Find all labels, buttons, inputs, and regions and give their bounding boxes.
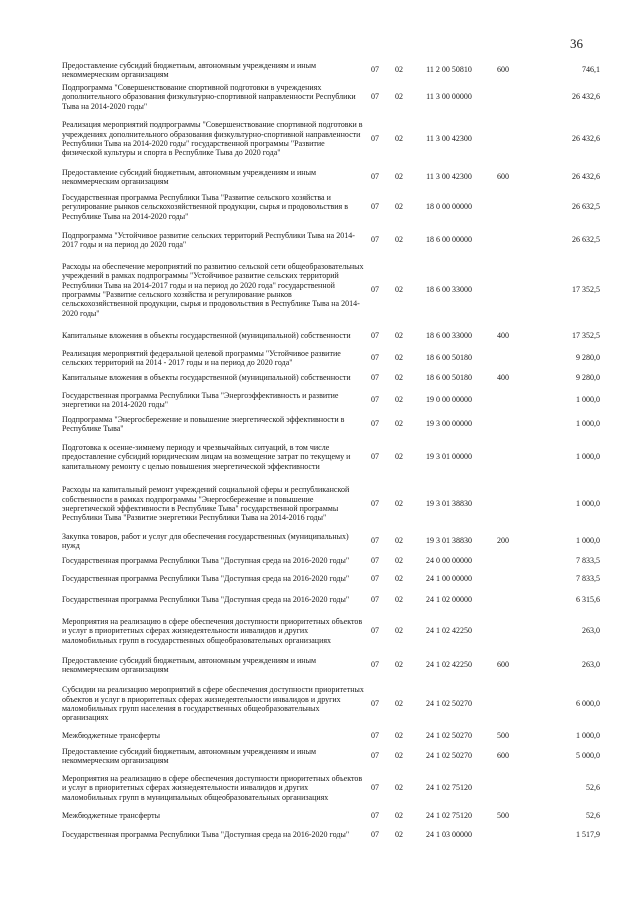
subsection-code: 02 <box>395 452 403 462</box>
section-code: 07 <box>371 92 379 102</box>
table-row <box>62 324 600 348</box>
expense-type-code <box>486 412 520 436</box>
expense-type-code <box>486 768 520 808</box>
section-code: 07 <box>371 353 379 363</box>
row-description: Государственная программа Республики Тыва "Доступная среда на 2016-2020 годы" <box>62 556 350 566</box>
section-code: 07 <box>371 285 379 295</box>
row-description: Мероприятия на реализацию в сфере обеспечения доступности приоритетных объектов и услуг в приоритетных сферах жизнедеятельности инвалидов и других маломобильных групп в государственных общеобразовательных организациях <box>62 616 363 645</box>
row-description: Предоставление субсидий бюджетным, автономным учреждениям и иным некоммерческим организациям <box>62 167 317 186</box>
expense-type-code: 400 <box>497 373 509 383</box>
budget-table <box>62 60 600 846</box>
row-description: Закупка товаров, работ и услуг для обеспечения государственных (муниципальных) нужд <box>62 531 349 550</box>
table-row <box>62 768 600 808</box>
table-row <box>62 824 600 846</box>
amount: 52,6 <box>586 811 600 821</box>
amount: 7 833,5 <box>576 574 600 584</box>
subsection-code: 02 <box>395 595 403 605</box>
subsection-code: 02 <box>395 331 403 341</box>
expense-type-code <box>486 224 520 256</box>
row-description: Предоставление субсидий бюджетным, автономным учреждениям и иным некоммерческим организациям <box>62 60 317 79</box>
subsection-code: 02 <box>395 395 403 405</box>
expense-type-code: 400 <box>497 331 509 341</box>
table-row <box>62 60 600 80</box>
page-number: 36 <box>570 36 583 51</box>
amount: 1 000,0 <box>576 536 600 546</box>
amount: 6 315,6 <box>576 595 600 605</box>
row-description: Государственная программа Республики Тыва "Доступная среда на 2016-2020 годы" <box>62 574 350 584</box>
target-item-code: 24 1 00 00000 <box>426 574 472 584</box>
subsection-code: 02 <box>395 499 403 509</box>
row-description: Государственная программа Республики Тыва "Развитие сельского хозяйства и регулирование рынков сельскохозяйственной продукции, сырья и продовольствия в Республике Тыва на 2014-2020 годы" <box>62 192 348 221</box>
target-item-code: 19 3 01 38830 <box>426 499 472 509</box>
table-row <box>62 436 600 478</box>
row-description: Предоставление субсидий бюджетным, автономным учреждениям и иным некоммерческим организациям <box>62 655 317 674</box>
amount: 26 432,6 <box>572 92 600 102</box>
section-code: 07 <box>371 783 379 793</box>
subsection-code: 02 <box>395 731 403 741</box>
table-row <box>62 478 600 530</box>
table-row <box>62 348 600 368</box>
target-item-code: 18 6 00 50180 <box>426 373 472 383</box>
expense-type-code <box>486 436 520 478</box>
expense-type-code <box>486 612 520 650</box>
row-description: Расходы на обеспечение мероприятий по развитию сельской сети общеобразовательных учреждений в рамках подпрограммы "Устойчивое развитие сельских территорий Республики Тыва на 2014-2017 годы и на период до 2020 года" государственной программы "Развитие сельского хозяйства и регулирование рынков сельскохозяйственной продукции, сырья и продовольствия в Республике Тыва на 2014-2020 годы" <box>62 261 364 318</box>
expense-type-code <box>486 478 520 530</box>
table-row <box>62 164 600 190</box>
section-code: 07 <box>371 235 379 245</box>
section-code: 07 <box>371 395 379 405</box>
subsection-code: 02 <box>395 202 403 212</box>
section-code: 07 <box>371 731 379 741</box>
target-item-code: 11 3 00 00000 <box>426 92 472 102</box>
section-code: 07 <box>371 536 379 546</box>
table-row <box>62 612 600 650</box>
target-item-code: 24 1 02 00000 <box>426 595 472 605</box>
section-code: 07 <box>371 811 379 821</box>
section-code: 07 <box>371 595 379 605</box>
amount: 9 280,0 <box>576 353 600 363</box>
amount: 1 000,0 <box>576 419 600 429</box>
section-code: 07 <box>371 499 379 509</box>
row-description: Подпрограмма "Совершенствование спортивной подготовки в учреждениях дополнительного образования физкультурно-спортивной направленности Республики Тыва на 2014-2020 годы" <box>62 82 356 111</box>
table-row <box>62 412 600 436</box>
subsection-code: 02 <box>395 285 403 295</box>
target-item-code: 18 6 00 50180 <box>426 353 472 363</box>
expense-type-code: 600 <box>497 660 509 670</box>
row-description: Реализация мероприятий подпрограммы "Совершенствование спортивной подготовки в учреждениях дополнительного образования физкультурно-спортивной направленности Республики Тыва на 2014-2020 годы" государственной программы "Развитие физической культуры и спорта в Республике Тыва до 2020 года" <box>62 120 363 158</box>
amount: 5 000,0 <box>576 751 600 761</box>
section-code: 07 <box>371 556 379 566</box>
subsection-code: 02 <box>395 172 403 182</box>
row-description: Подпрограмма "Устойчивое развитие сельских территорий Республики Тыва на 2014-2017 годы и на период до 2020 года" <box>62 230 355 249</box>
amount: 746,1 <box>582 65 600 75</box>
row-description: Межбюджетные трансферты <box>62 811 160 821</box>
target-item-code: 24 1 02 42250 <box>426 626 472 636</box>
subsection-code: 02 <box>395 783 403 793</box>
subsection-code: 02 <box>395 65 403 75</box>
table-row <box>62 114 600 164</box>
row-description: Мероприятия на реализацию в сфере обеспечения доступности приоритетных объектов и услуг в приоритетных сферах жизнедеятельности инвалидов и других маломобильных групп в муниципальных общеобразовательных организациях <box>62 773 363 802</box>
subsection-code: 02 <box>395 574 403 584</box>
expense-type-code <box>486 824 520 846</box>
section-code: 07 <box>371 65 379 75</box>
amount: 7 833,5 <box>576 556 600 566</box>
table-row <box>62 388 600 412</box>
target-item-code: 24 1 03 00000 <box>426 830 472 840</box>
table-row <box>62 80 600 114</box>
section-code: 07 <box>371 202 379 212</box>
subsection-code: 02 <box>395 556 403 566</box>
subsection-code: 02 <box>395 353 403 363</box>
expense-type-code <box>486 114 520 164</box>
table-row <box>62 650 600 680</box>
row-description: Расходы на капитальный ремонт учреждений социальной сферы и республиканской собственности в рамках подпрограммы "Энергосбережение и повышение энергетической эффективности в Республике Тыва" государственной программы Республики Тыва "Развитие энергетики Республики Тыва на 2014-2016 годы" <box>62 485 350 523</box>
subsection-code: 02 <box>395 373 403 383</box>
section-code: 07 <box>371 331 379 341</box>
amount: 263,0 <box>582 660 600 670</box>
section-code: 07 <box>371 830 379 840</box>
expense-type-code <box>486 588 520 612</box>
row-description: Межбюджетные трансферты <box>62 731 160 741</box>
expense-type-code: 500 <box>497 731 509 741</box>
target-item-code: 11 3 00 42300 <box>426 172 472 182</box>
amount: 26 432,6 <box>572 172 600 182</box>
row-description: Капитальные вложения в объекты государственной (муниципальной) собственности <box>62 373 351 383</box>
table-row <box>62 680 600 728</box>
subsection-code: 02 <box>395 751 403 761</box>
expense-type-code <box>486 680 520 728</box>
subsection-code: 02 <box>395 660 403 670</box>
expense-type-code <box>486 80 520 114</box>
table-row <box>62 808 600 824</box>
subsection-code: 02 <box>395 830 403 840</box>
expense-type-code <box>486 348 520 368</box>
subsection-code: 02 <box>395 699 403 709</box>
table-row <box>62 744 600 768</box>
section-code: 07 <box>371 699 379 709</box>
expense-type-code: 600 <box>497 65 509 75</box>
section-code: 07 <box>371 419 379 429</box>
target-item-code: 24 1 02 42250 <box>426 660 472 670</box>
target-item-code: 18 0 00 00000 <box>426 202 472 212</box>
amount: 17 352,5 <box>572 285 600 295</box>
expense-type-code <box>486 552 520 570</box>
section-code: 07 <box>371 172 379 182</box>
section-code: 07 <box>371 452 379 462</box>
expense-type-code: 200 <box>497 536 509 546</box>
amount: 17 352,5 <box>572 331 600 341</box>
expense-type-code: 500 <box>497 811 509 821</box>
target-item-code: 11 2 00 50810 <box>426 65 472 75</box>
table-row <box>62 256 600 324</box>
target-item-code: 11 3 00 42300 <box>426 134 472 144</box>
amount: 1 517,9 <box>576 830 600 840</box>
row-description: Подготовка к осенне-зимнему периоду и чрезвычайных ситуаций, в том числе предоставление субсидий юридическим лицам на возмещение затрат по текущему и капитальному ремонту с целью повышения энергетической эффективности <box>62 442 351 471</box>
expense-type-code: 600 <box>497 172 509 182</box>
subsection-code: 02 <box>395 811 403 821</box>
section-code: 07 <box>371 626 379 636</box>
target-item-code: 18 6 00 00000 <box>426 235 472 245</box>
target-item-code: 24 0 00 00000 <box>426 556 472 566</box>
section-code: 07 <box>371 660 379 670</box>
target-item-code: 19 3 01 00000 <box>426 452 472 462</box>
amount: 1 000,0 <box>576 499 600 509</box>
table-row <box>62 728 600 744</box>
section-code: 07 <box>371 373 379 383</box>
amount: 6 000,0 <box>576 699 600 709</box>
table-row <box>62 552 600 570</box>
section-code: 07 <box>371 751 379 761</box>
amount: 1 000,0 <box>576 395 600 405</box>
target-item-code: 24 1 02 75120 <box>426 811 472 821</box>
expense-type-code <box>486 570 520 588</box>
table-row <box>62 588 600 612</box>
row-description: Реализация мероприятий федеральной целевой программы "Устойчивое развитие сельских территорий на 2014 - 2017 годы и на период до 2020 года" <box>62 348 341 367</box>
amount: 26 432,6 <box>572 134 600 144</box>
target-item-code: 24 1 02 50270 <box>426 731 472 741</box>
budget-table-body <box>62 60 600 846</box>
target-item-code: 18 6 00 33000 <box>426 285 472 295</box>
table-row <box>62 190 600 224</box>
amount: 1 000,0 <box>576 731 600 741</box>
row-description: Предоставление субсидий бюджетным, автономным учреждениям и иным некоммерческим организациям <box>62 746 317 765</box>
table-row <box>62 570 600 588</box>
section-code: 07 <box>371 574 379 584</box>
row-description: Государственная программа Республики Тыва "Доступная среда на 2016-2020 годы" <box>62 595 350 605</box>
target-item-code: 24 1 02 50270 <box>426 751 472 761</box>
expense-type-code <box>486 388 520 412</box>
row-description: Государственная программа Республики Тыва "Энергоэффективность и развитие энергетики на 2014-2020 годы" <box>62 390 339 409</box>
amount: 1 000,0 <box>576 452 600 462</box>
expense-type-code <box>486 256 520 324</box>
amount: 52,6 <box>586 783 600 793</box>
expense-type-code <box>486 190 520 224</box>
row-description: Субсидии на реализацию мероприятий в сфере обеспечения доступности приоритетных объектов и услуг в приоритетных сферах жизнедеятельности инвалидов и других маломобильных групп населения в государственных общеобразовательных организациях <box>62 685 364 723</box>
target-item-code: 19 3 00 00000 <box>426 419 472 429</box>
row-description: Государственная программа Республики Тыва "Доступная среда на 2016-2020 годы" <box>62 830 350 840</box>
row-description: Капитальные вложения в объекты государственной (муниципальной) собственности <box>62 331 351 341</box>
subsection-code: 02 <box>395 419 403 429</box>
row-description: Подпрограмма "Энергосбережение и повышение энергетической эффективности в Республике Тыва" <box>62 414 345 433</box>
target-item-code: 24 1 02 50270 <box>426 699 472 709</box>
table-row <box>62 530 600 552</box>
subsection-code: 02 <box>395 134 403 144</box>
target-item-code: 18 6 00 33000 <box>426 331 472 341</box>
amount: 26 632,5 <box>572 235 600 245</box>
target-item-code: 24 1 02 75120 <box>426 783 472 793</box>
subsection-code: 02 <box>395 536 403 546</box>
subsection-code: 02 <box>395 626 403 636</box>
subsection-code: 02 <box>395 92 403 102</box>
table-row <box>62 368 600 388</box>
amount: 26 632,5 <box>572 202 600 212</box>
table-row <box>62 224 600 256</box>
section-code: 07 <box>371 134 379 144</box>
subsection-code: 02 <box>395 235 403 245</box>
expense-type-code: 600 <box>497 751 509 761</box>
amount: 263,0 <box>582 626 600 636</box>
amount: 9 280,0 <box>576 373 600 383</box>
target-item-code: 19 3 01 38830 <box>426 536 472 546</box>
target-item-code: 19 0 00 00000 <box>426 395 472 405</box>
